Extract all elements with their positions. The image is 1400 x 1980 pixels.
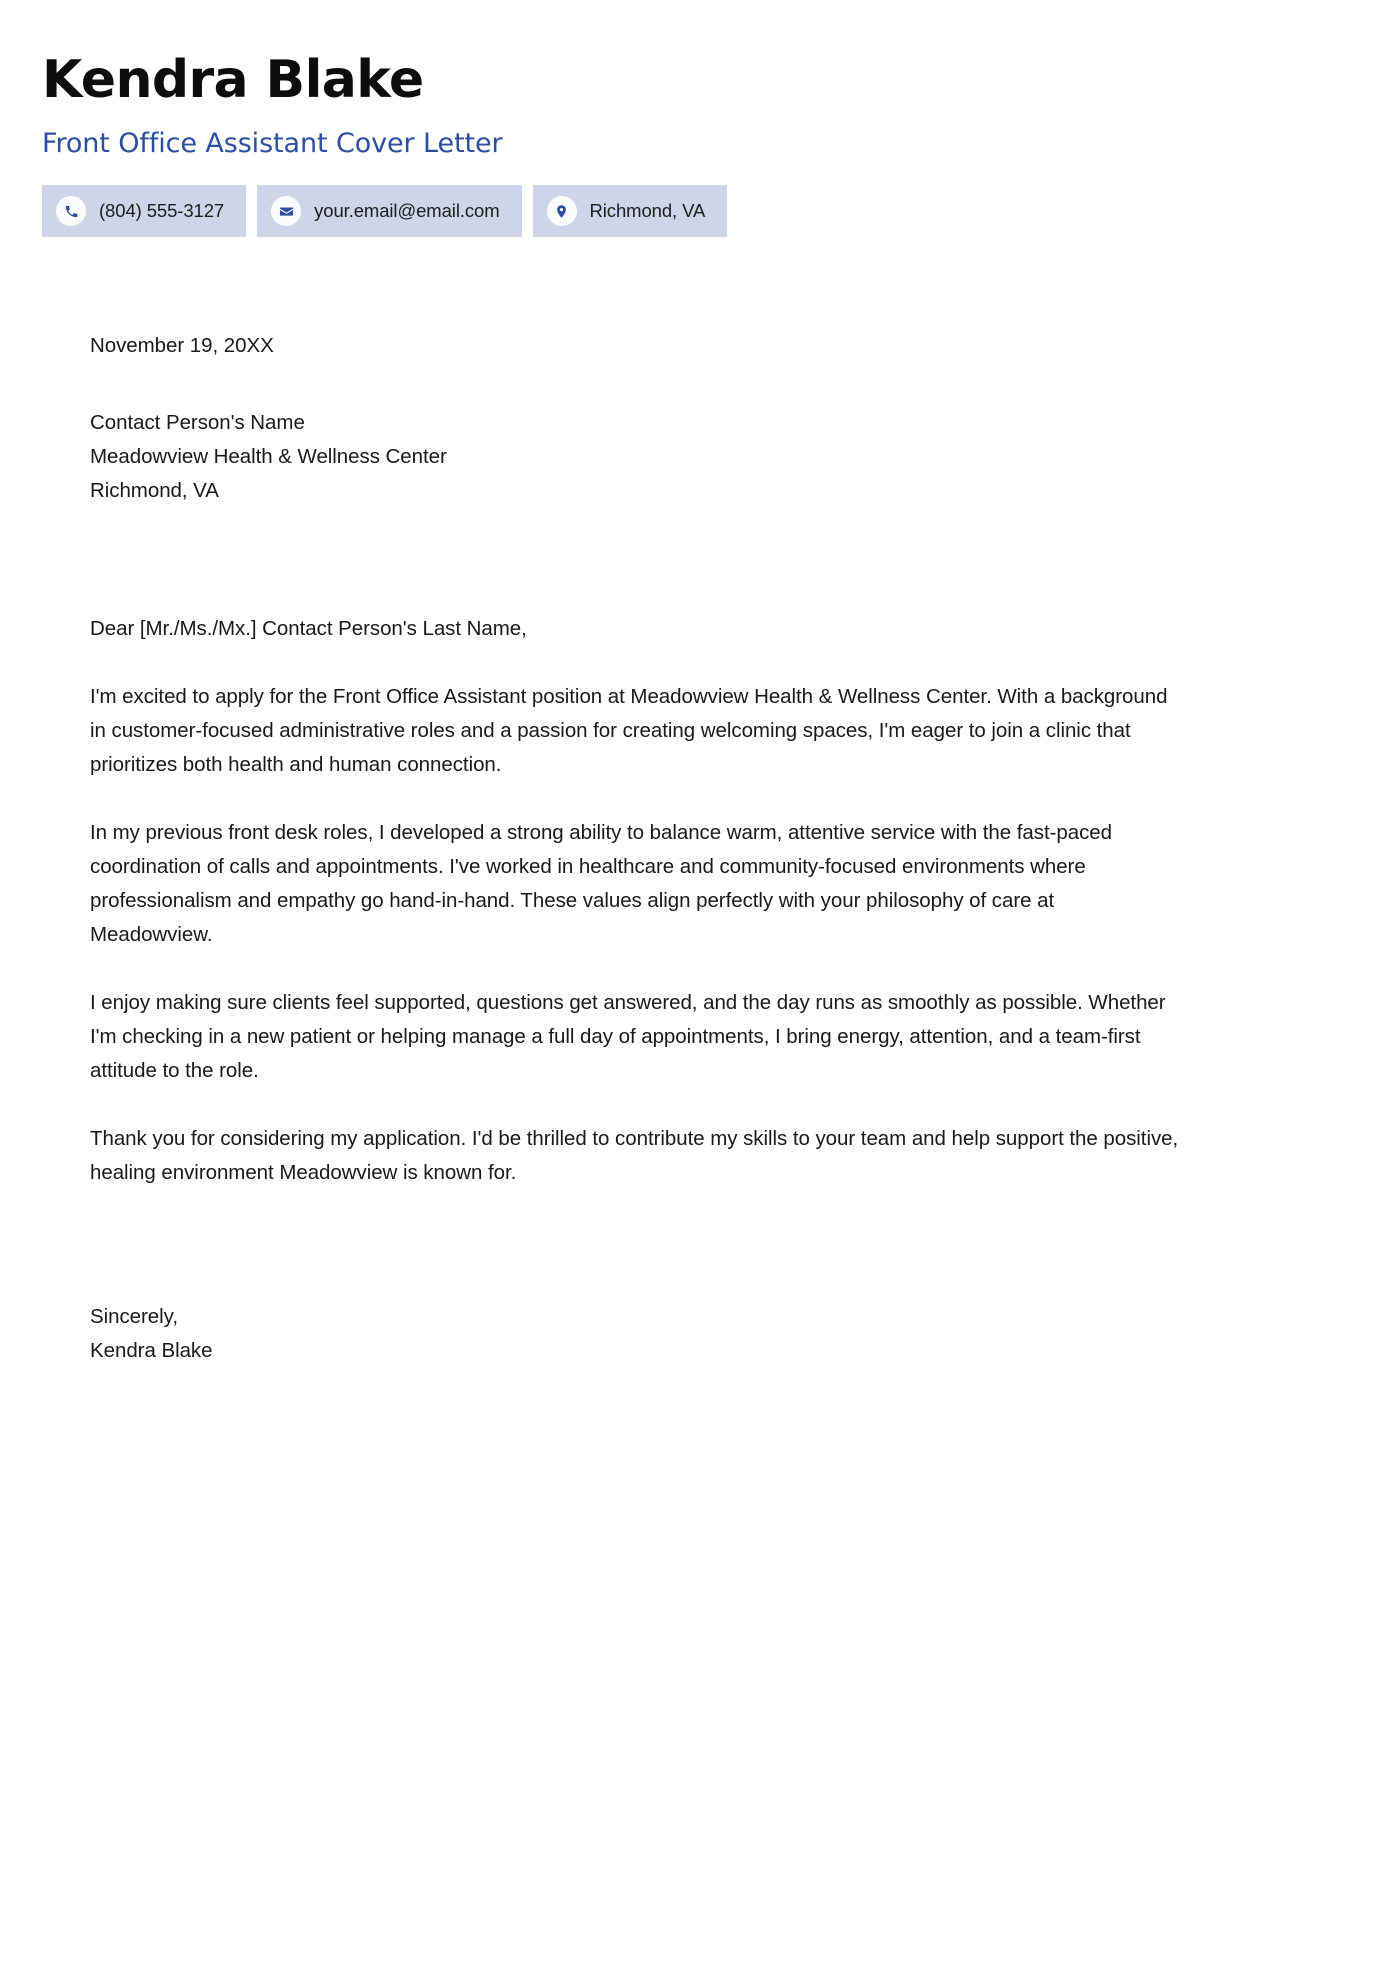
letter-signature: Kendra Blake	[90, 1339, 213, 1363]
contact-chip-phone[interactable]	[42, 185, 246, 237]
contact-chip-email[interactable]	[257, 185, 521, 237]
letter-paragraph: In my previous front desk roles, I developed a strong ability to balance warm, attentive service with the fast-paced coordination of calls and appointments. I've worked in healthcare and community-focused environments where professionalism and empathy go hand-in-hand. These values align perfectly with your philosophy of care at Meadowview.	[90, 821, 1112, 947]
letter-paragraph: I enjoy making sure clients feel supported, questions get answered, and the day runs as smoothly as possible. Whether I'm checking in a new patient or helping manage a full day of appointments, I bring energy, attention, and a team-first attitude to the role.	[90, 991, 1166, 1083]
page-title: Kendra Blake	[42, 50, 424, 110]
contact-chip-location[interactable]	[533, 185, 728, 237]
contact-chip-phone-label: (804) 555-3127	[99, 200, 225, 222]
location-pin-icon	[547, 196, 577, 226]
letter-valediction: Sincerely,	[90, 1305, 178, 1329]
contact-bar	[42, 185, 1400, 237]
recipient-location: Richmond, VA	[90, 479, 219, 503]
contact-chip-email-label: your.email@email.com	[314, 200, 500, 222]
letter-header	[0, 0, 1400, 237]
letter-closing	[90, 1300, 1180, 1368]
letter-date: November 19, 20XX	[90, 334, 274, 358]
recipient-address-block	[90, 406, 1180, 508]
envelope-icon	[271, 196, 301, 226]
letter-salutation: Dear [Mr./Ms./Mx.] Contact Person's Last Name,	[90, 617, 527, 641]
letter-subtitle: Front Office Assistant Cover Letter	[42, 128, 503, 160]
contact-chip-location-label: Richmond, VA	[589, 200, 706, 222]
recipient-name: Contact Person's Name	[90, 411, 305, 435]
letter-body	[0, 329, 1180, 1368]
letter-paragraph: Thank you for considering my application. I'd be thrilled to contribute my skills to your team and help support the positive, healing environment Meadowview is known for.	[90, 1127, 1179, 1185]
letter-paragraph: I'm excited to apply for the Front Office Assistant position at Meadowview Health & Wellness Center. With a background in customer-focused administrative roles and a passion for creating welcoming spaces, I'm eager to join a clinic that prioritizes both health and human connection.	[90, 685, 1168, 777]
phone-icon	[56, 196, 86, 226]
recipient-organization: Meadowview Health & Wellness Center	[90, 445, 447, 469]
